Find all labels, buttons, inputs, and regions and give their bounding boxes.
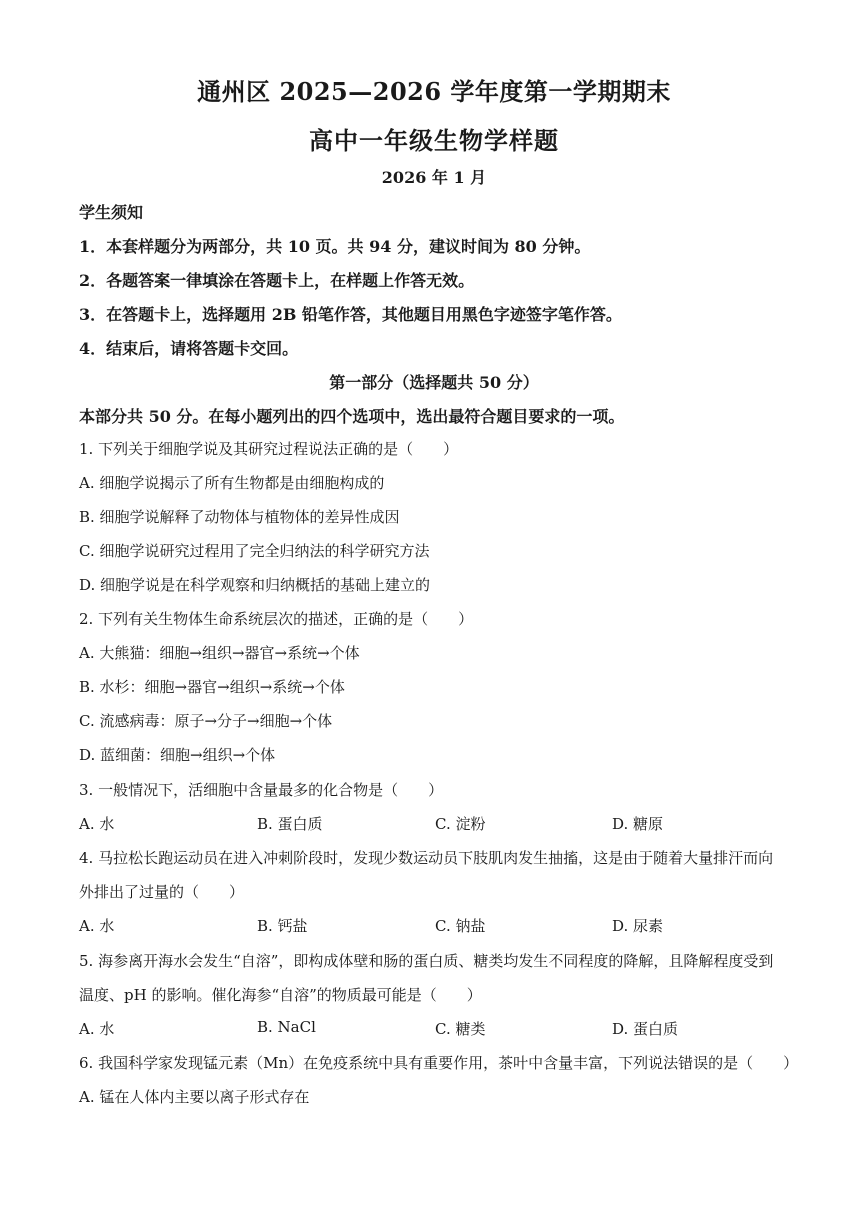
question-2-option-c: C. 流感病毒：原子→分子→细胞→个体 [79,712,333,730]
exam-title: 通州区 2025—2026 学年度第一学期期末 [197,77,671,106]
question-1-option-d: D. 细胞学说是在科学观察和归纳概括的基础上建立的 [79,576,431,594]
question-5-stem-line1: 5. 海参离开海水会发生“自溶”，即构成体壁和肠的蛋白质、糖类均发生不同程度的降解，且降解程度受到 [79,952,774,970]
question-4-stem-line1: 4. 马拉松长跑运动员在进入冲刺阶段时，发现少数运动员下肢肌肉发生抽搐，这是由于随着大量排汗而向 [79,849,774,867]
question-1-option-b: B. 细胞学说解释了动物体与植物体的差异性成因 [79,508,400,526]
part1-title: 第一部分（选择题共 50 分） [329,373,539,392]
question-1-option-a: A. 细胞学说揭示了所有生物都是由细胞构成的 [79,474,385,492]
exam-date: 2026 年 1 月 [381,168,487,187]
notice-item: 3．在答题卡上，选择题用 2B 铅笔作答，其他题目用黑色字迹签字笔作答。 [79,305,622,324]
question-3-option-a: A. 水 [79,815,115,833]
question-5-option-c: C. 糖类 [435,1020,486,1038]
question-2-stem: 2. 下列有关生物体生命系统层次的描述，正确的是（ ） [79,610,474,628]
question-2-option-b: B. 水杉：细胞→器官→组织→系统→个体 [79,678,345,696]
question-5-stem-line2: 温度、pH 的影响。催化海参“自溶”的物质最可能是（ ） [79,986,482,1004]
question-4-option-c: C. 钠盐 [435,917,486,935]
question-3-option-d: D. 糖原 [612,815,664,833]
notice-item: 4．结束后，请将答题卡交回。 [79,339,299,358]
exam-subtitle: 高中一年级生物学样题 [309,126,559,155]
notice-heading: 学生须知 [79,203,144,222]
question-4-option-b: B. 钙盐 [257,917,308,935]
notice-item: 2．各题答案一律填涂在答题卡上，在样题上作答无效。 [79,271,475,290]
question-1-stem: 1. 下列关于细胞学说及其研究过程说法正确的是（ ） [79,440,459,458]
question-2-option-d: D. 蓝细菌：细胞→组织→个体 [79,746,276,764]
question-3-option-b: B. 蛋白质 [257,815,323,833]
question-4-stem-line2: 外排出了过量的（ ） [79,883,245,901]
question-3-stem: 3. 一般情况下，活细胞中含量最多的化合物是（ ） [79,781,444,799]
question-4-option-d: D. 尿素 [612,917,664,935]
question-1-option-c: C. 细胞学说研究过程用了完全归纳法的科学研究方法 [79,542,430,560]
question-5-option-d: D. 蛋白质 [612,1020,679,1038]
question-2-option-a: A. 大熊猫：细胞→组织→器官→系统→个体 [79,644,360,662]
question-4-option-a: A. 水 [79,917,115,935]
question-6-option-a: A. 锰在人体内主要以离子形式存在 [79,1088,310,1106]
notice-item: 1．本套样题分为两部分，共 10 页。共 94 分，建议时间为 80 分钟。 [79,237,591,256]
question-5-option-b: B. NaCl [257,1018,316,1036]
part1-instruction: 本部分共 50 分。在每小题列出的四个选项中，选出最符合题目要求的一项。 [79,407,625,426]
question-5-option-a: A. 水 [79,1020,115,1038]
question-3-option-c: C. 淀粉 [435,815,486,833]
question-6-stem: 6. 我国科学家发现锰元素（Mn）在免疫系统中具有重要作用，茶叶中含量丰富，下列说法错误的是（ ） [79,1054,799,1072]
